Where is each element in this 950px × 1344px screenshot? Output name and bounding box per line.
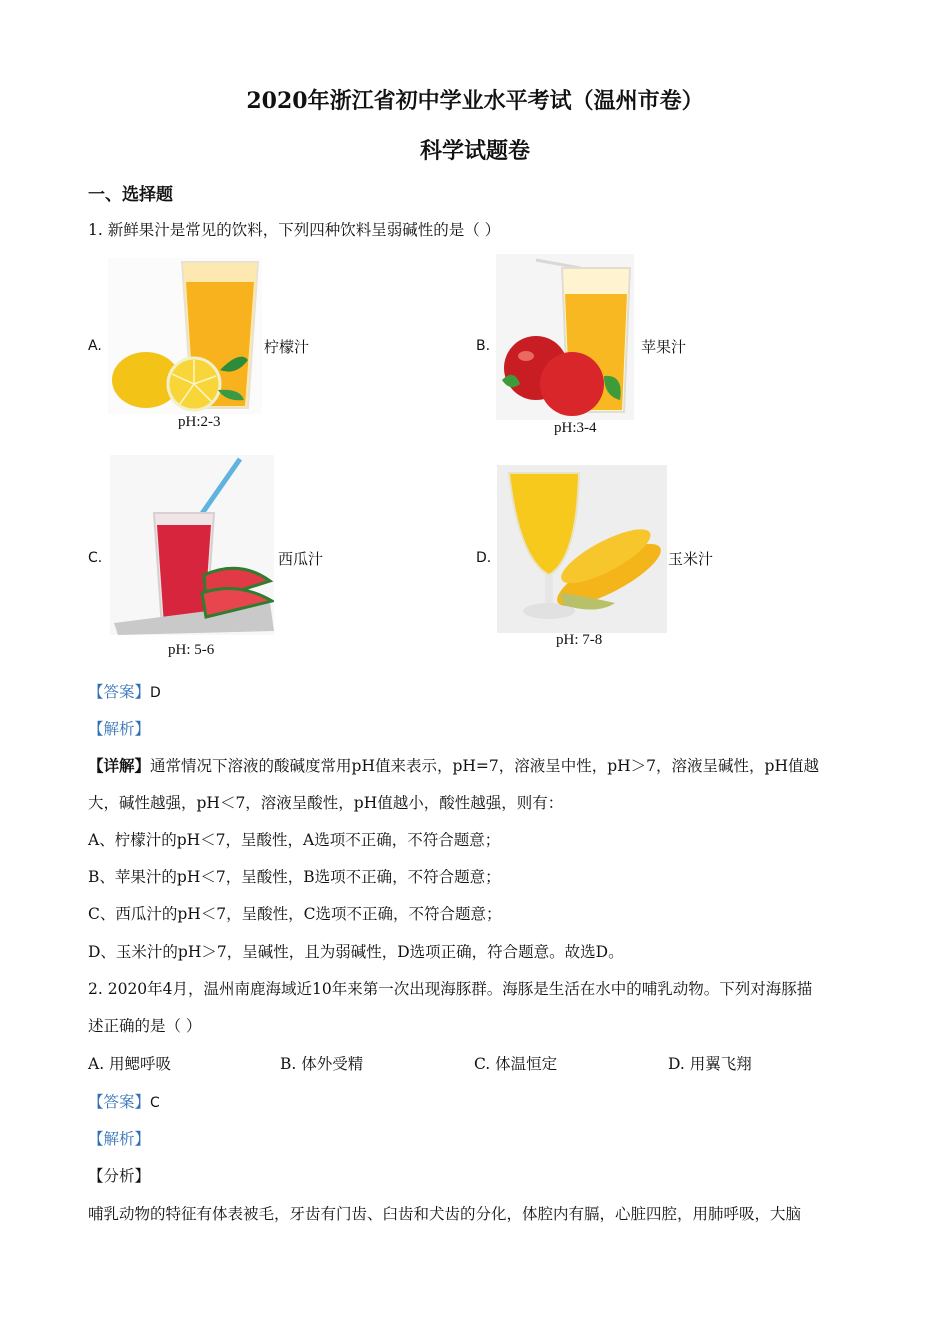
q1-option-a-label: A.	[88, 338, 102, 354]
q1-explain-a: A、柠檬汁的pH＜7，呈酸性，A选项不正确，不符合题意；	[88, 831, 501, 849]
detail-tag: 【详解】	[88, 756, 151, 775]
exam-title: 2020年浙江省初中学业水平考试（温州市卷）	[246, 88, 704, 114]
q2-analysis-tag: 【解析】	[88, 1130, 151, 1148]
section-heading: 一、选择题	[88, 185, 173, 205]
q2-stem-line1: 2. 2020年4月，温州南鹿海域近10年来第一次出现海豚群。海豚是生活在水中的哺乳动物。下列对海豚描	[88, 980, 813, 998]
q2-choice-a: A. 用鳃呼吸	[88, 1055, 172, 1073]
q1-option-d-name: 玉米汁	[668, 550, 714, 568]
lemon-juice-image	[108, 258, 262, 414]
q1-option-a-ph: pH:2-3	[178, 414, 221, 430]
answer-value: C	[150, 1095, 160, 1111]
q2-choice-b: B. 体外受精	[280, 1055, 364, 1073]
q1-answer	[88, 680, 161, 702]
answer-tag: 【答案】	[88, 1093, 151, 1111]
q1-option-c-label: C.	[88, 550, 103, 566]
q1-option-d-label: D.	[476, 550, 492, 566]
q2-choice-d: D. 用翼飞翔	[668, 1055, 752, 1073]
q1-explain-b: B、苹果汁的pH＜7，呈酸性，B选项不正确，不符合题意；	[88, 868, 501, 886]
q2-analyze-line1: 哺乳动物的特征有体表被毛，牙齿有门齿、臼齿和犬齿的分化，体腔内有膈，心脏四腔，用肺呼吸，大脑	[88, 1205, 802, 1223]
watermelon-juice-image	[110, 455, 274, 635]
q1-stem: 1. 新鲜果汁是常见的饮料，下列四种饮料呈弱碱性的是（ ）	[88, 221, 501, 239]
corn-juice-image	[497, 465, 667, 633]
paper-subtitle: 科学试题卷	[419, 138, 530, 164]
q1-option-c-name: 西瓜汁	[278, 550, 324, 568]
q2-analyze-tag: 【分析】	[88, 1167, 151, 1185]
q1-explain-c: C、西瓜汁的pH＜7，呈酸性，C选项不正确，不符合题意；	[88, 905, 502, 923]
q1-option-a-name: 柠檬汁	[264, 338, 310, 356]
detail-text: 通常情况下溶液的酸碱度常用pH值来表示，pH=7，溶液呈中性，pH＞7，溶液呈碱性，pH值越	[150, 757, 819, 775]
q2-stem-line2: 述正确的是（ ）	[88, 1017, 202, 1035]
answer-value: D	[150, 685, 161, 701]
q1-detail-line1	[88, 754, 819, 776]
q1-explain-d: D、玉米汁的pH＞7，呈碱性，且为弱碱性，D选项正确，符合题意。故选D。	[88, 943, 624, 961]
q2-choice-c: C. 体温恒定	[474, 1055, 558, 1073]
q1-option-b-ph: pH:3-4	[554, 420, 597, 436]
q1-option-b-name: 苹果汁	[641, 338, 687, 356]
apple-juice-image	[496, 254, 634, 420]
q1-option-d-ph: pH: 7-8	[556, 632, 603, 648]
answer-tag: 【答案】	[88, 683, 151, 701]
q1-analysis-tag: 【解析】	[88, 720, 151, 738]
q1-detail-line2: 大，碱性越强，pH＜7，溶液呈酸性，pH值越小，酸性越强，则有：	[88, 794, 564, 812]
q1-option-b-label: B.	[476, 338, 491, 354]
q1-option-c-ph: pH: 5-6	[168, 642, 215, 658]
q2-answer	[88, 1090, 160, 1112]
